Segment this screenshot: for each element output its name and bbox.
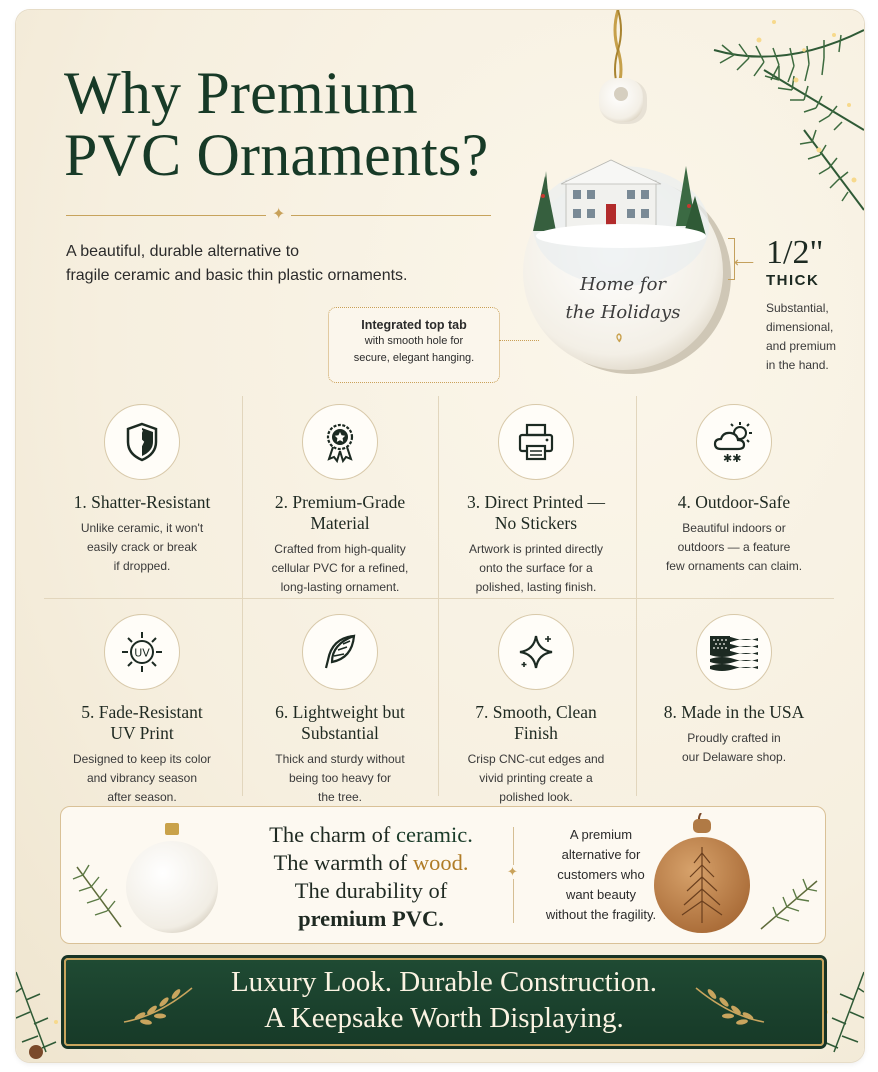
arrow-left-icon: ⟵ <box>734 254 755 270</box>
feather-icon <box>302 614 378 690</box>
feature-desc: Beautiful indoors or <box>682 521 786 535</box>
thickness-desc-3: and premium <box>766 339 837 353</box>
alt-line: customers who <box>557 867 645 882</box>
feature-shatter-resistant <box>44 396 240 596</box>
feature-desc: Crafted from high-quality <box>274 542 406 556</box>
award-ribbon-icon <box>302 404 378 480</box>
grid-divider <box>44 598 834 599</box>
page-title <box>64 62 534 186</box>
top-tab-callout <box>328 307 500 383</box>
feature-desc: cellular PVC for a refined, <box>271 561 409 575</box>
feature-desc: being too heavy for <box>288 771 392 785</box>
feature-desc: after season. <box>107 790 177 804</box>
charm-highlight-pvc: premium PVC. <box>298 906 444 931</box>
feature-title-2: Substantial <box>301 723 379 743</box>
feature-desc: long-lasting ornament. <box>280 580 400 594</box>
banner-line-1: Luxury Look. Durable Construction. <box>230 966 658 998</box>
ornament-text-2: the Holidays <box>565 302 681 323</box>
feature-desc: few ornaments can claim. <box>665 559 803 573</box>
weather-icon <box>696 404 772 480</box>
title-divider <box>66 206 491 223</box>
feature-premium-material <box>242 396 438 596</box>
infographic-frame <box>16 10 864 1062</box>
feature-title-2: Material <box>310 513 370 533</box>
thickness-desc-1: Substantial, <box>766 301 829 315</box>
feature-desc: Proudly crafted in <box>687 731 781 745</box>
thickness-desc-2: dimensional, <box>766 320 834 334</box>
charm-highlight-ceramic: ceramic. <box>396 822 473 847</box>
feature-title: 1. Shatter-Resistant <box>73 492 211 512</box>
feature-title: 5. Fade-Resistant <box>81 702 203 722</box>
uv-sun-icon <box>104 614 180 690</box>
feature-title: 3. Direct Printed — <box>466 492 606 512</box>
feature-desc: Artwork is printed directly <box>468 542 604 556</box>
thickness-value: 1/2" <box>766 234 824 271</box>
ornament-illustration <box>511 76 731 376</box>
features-grid <box>44 396 834 804</box>
subtitle-line-2: fragile ceramic and basic thin plastic ornaments. <box>66 267 408 284</box>
feature-desc: vivid printing create a <box>479 771 593 785</box>
printer-icon <box>498 404 574 480</box>
thickness-label: THICK <box>766 272 820 289</box>
feature-desc: polished look. <box>499 790 573 804</box>
ornament-disc-icon <box>511 76 731 376</box>
sparkle-icon <box>498 614 574 690</box>
feature-title: 6. Lightweight but <box>275 702 405 722</box>
charm-text: The durability of <box>294 878 448 903</box>
feature-desc: our Delaware shop. <box>681 750 787 764</box>
charm-text: The charm of <box>269 822 396 847</box>
feature-made-in-usa <box>636 606 832 806</box>
ceramic-ornament-icon <box>117 817 227 941</box>
charm-statement <box>241 821 501 933</box>
alt-line: A premium <box>569 827 633 842</box>
svg-text:UV: UV <box>134 646 150 660</box>
feature-desc: outdoors — a feature <box>677 540 791 554</box>
feature-desc: polished, lasting finish. <box>475 580 597 594</box>
feature-smooth-finish <box>438 606 634 806</box>
feature-direct-printed <box>438 396 634 596</box>
us-flag-icon <box>696 614 772 690</box>
feature-title-2: Finish <box>514 723 558 743</box>
bottom-banner <box>64 958 824 1046</box>
charm-highlight-wood: wood. <box>412 850 469 875</box>
svg-text:✱✱: ✱✱ <box>723 452 742 465</box>
ornament-text-1: Home for <box>579 274 667 295</box>
feature-fade-resistant <box>44 606 240 806</box>
thickness-desc-4: in the hand. <box>766 358 829 372</box>
shield-icon <box>104 404 180 480</box>
feature-desc: Thick and sturdy without <box>275 752 405 766</box>
feature-desc: and vibrancy season <box>86 771 198 785</box>
feature-desc: onto the surface for a <box>479 561 593 575</box>
pine-sprig-icon <box>751 867 821 937</box>
wood-ornament-icon <box>649 813 759 943</box>
feature-title-2: No Stickers <box>494 513 578 533</box>
feature-desc: Crisp CNC-cut edges and <box>467 752 605 766</box>
feature-title: 8. Made in the USA <box>663 702 805 722</box>
feature-title: 2. Premium-Grade <box>274 492 406 512</box>
feature-desc: Designed to keep its color <box>72 752 212 766</box>
feature-title-2: UV Print <box>110 723 174 743</box>
callout-heading: Integrated top tab <box>361 318 467 332</box>
alt-line: without the fragility. <box>545 907 657 922</box>
subtitle <box>66 240 496 288</box>
feature-title: 7. Smooth, Clean <box>475 702 597 722</box>
callout-line-2: secure, elegant hanging. <box>353 352 475 364</box>
star-icon: ✦ <box>507 864 518 879</box>
feature-desc: if dropped. <box>113 559 171 573</box>
feature-desc: easily crack or break <box>86 540 198 554</box>
feature-desc: the tree. <box>317 790 363 804</box>
callout-line-1: with smooth hole for <box>364 335 464 347</box>
star-icon: ✦ <box>266 206 291 224</box>
alt-line: alternative for <box>561 847 641 862</box>
banner-line-2: A Keepsake Worth Displaying. <box>264 1002 624 1034</box>
feature-outdoor-safe <box>636 396 832 596</box>
alt-line: want beauty <box>565 887 637 902</box>
subtitle-line-1: A beautiful, durable alternative to <box>66 243 300 260</box>
title-line-1: Why Premium <box>64 60 418 126</box>
thickness-info <box>766 236 856 375</box>
feature-desc: Unlike ceramic, it won't <box>80 521 204 535</box>
feature-lightweight <box>242 606 438 806</box>
feature-title: 4. Outdoor-Safe <box>677 492 791 512</box>
comparison-panel <box>60 806 826 944</box>
title-line-2: PVC Ornaments? <box>64 122 489 188</box>
charm-text: The warmth of <box>273 850 413 875</box>
